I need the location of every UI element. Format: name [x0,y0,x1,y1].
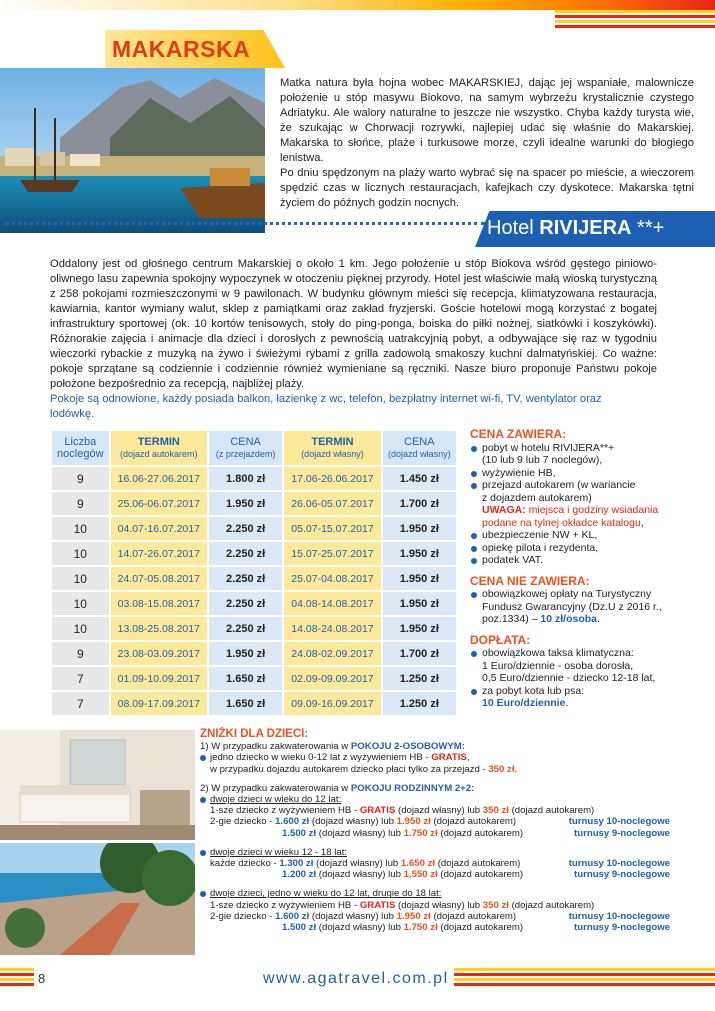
term-bus-cell: 14.07-26.07.2017 [110,541,208,566]
price-own-cell: 1.950 zł [382,616,457,641]
term-bus-cell: 23.08-03.09.2017 [110,641,208,666]
price-own-cell: 1.250 zł [382,666,457,691]
warning-label: UWAGA: [482,504,526,516]
nights-cell: 9 [51,466,110,491]
term-bus-cell: 03.08-15.08.2017 [110,591,208,616]
col-term-own: TERMIN (dojazd własny) [283,430,381,466]
hotel-prefix: Hotel [487,217,540,239]
hotel-stars: **+ [631,217,665,239]
price-bus-cell: 1.950 zł [208,641,283,666]
list-item: ubezpieczenie NW + KL, [470,529,700,542]
top-decorative-stripes [555,10,715,28]
nights-cell: 9 [51,641,110,666]
term-own-cell: 25.07-04.08.2017 [283,566,381,591]
col-price-own: CENA (dojazd własny) [382,430,457,466]
hotel-title [487,217,664,240]
price-bus-cell: 2.250 zł [208,566,283,591]
nights-cell: 10 [51,541,110,566]
price-bus-cell: 1.950 zł [208,491,283,516]
excludes-list [470,588,700,626]
intro-paragraph-1: Matka natura była hojna wobec MAKARSKIEJ, dając jej wspaniałe, malownicze położenie u stóp masywu Biokovo, na samym wybrzeżu krystalicznie czystego Adriatyku. Ale walory naturalne to jeszcze nie wszystko. Chyba każdy turysta wie, że szukając w Chorwacji rozrywki, najlepiej udać się właśnie do Makarskiej. Makarska to słońce, plaże i turkusowe morze, czyli idealne warunki do błogiego lenistwa. [280,77,694,164]
col-price-bus: CENA (z przejazdem) [208,430,283,466]
dotted-divider [5,222,485,225]
term-own-cell: 05.07-15.07.2017 [283,516,381,541]
kids-case-2-head: 2) W przypadku zakwaterowania w POKOJU RODZINNYM 2+2: [200,782,475,794]
includes-list [470,442,700,567]
price-table-header [51,430,457,466]
price-info-sidebar [470,428,700,710]
price-bus-cell: 2.250 zł [208,591,283,616]
price-table [50,429,458,717]
kids-case-1-head: 1) W przypadku zakwaterowania w POKOJU 2-OSOBOWYM: [200,741,465,753]
price-own-cell: 1.250 zł [382,691,457,716]
term-bus-cell: 08.09-17.09.2017 [110,691,208,716]
table-row [51,566,457,591]
child-discounts [200,729,670,933]
term-own-cell: 02.09-09.09.2017 [283,666,381,691]
price-own-cell: 1.950 zł [382,566,457,591]
list-item: obowiązkowa taksa klimatyczna: 1 Euro/dziennie - osoba dorosła, 0,5 Euro/dziennie - dziecko 12-18 lat, [470,647,700,685]
page-number: 8 [38,971,46,986]
table-row [51,641,457,666]
intro-text [280,76,694,211]
col-term-bus: TERMIN (dojazd autokarem) [110,430,208,466]
table-row [51,691,457,716]
term-own-cell: 14.08-24.08.2017 [283,616,381,641]
list-item: za pobyt kota lub psa: 10 Euro/dziennie. [470,685,700,710]
list-item: 2-gie dziecko - 1.600 zł (dojazd własny) lub 1.950 zł (dojazd autokarem) turnusy 10-noclegowe [210,910,670,922]
table-row [51,666,457,691]
price-own-cell: 1.700 zł [382,491,457,516]
list-item: opiekę pilota i rezydenta, [470,542,700,555]
list-item: 1-sze dziecko z wyżywieniem HB - GRATIS (dojazd własny) lub 350 zł (dojazd autokarem) [210,805,595,817]
list-item: obowiązkowej opłaty na Turystyczny Fundusz Gwarancyjny (Dz.U z 2016 r., poz.1334) – 10 zł/osoba. [470,588,700,626]
term-own-cell: 09.09-16.09.2017 [283,691,381,716]
intro-paragraph-2: Po dniu spędzonym na plaży warto wybrać się na spacer po mieście, a wieczorem spędzić czas w licznych restauracjach, kafejkach czy dyskotece. Makarska tętni życiem do późnych godzin nocnych. [280,167,694,209]
extra-charges-title: DOPŁATA: [470,632,531,647]
nights-cell: 7 [51,666,110,691]
term-own-cell: 24.08-02.09.2017 [283,641,381,666]
term-own-cell: 17.06-26.06.2017 [283,466,381,491]
list-item: 1-sze dziecko z wyżywieniem HB - GRATIS (dojazd własny) lub 350 zł (dojazd autokarem) [210,899,595,911]
list-item: 1.200 zł (dojazd własny) lub 1.550 zł (dojazd autokarem) turnusy 9-noclegowe [282,869,670,881]
list-item: jedno dziecko w wieku 0-12 lat z wyżywieniem HB - GRATIS, [200,752,670,763]
price-bus-cell: 1.800 zł [208,466,283,491]
term-bus-cell: 24.07-05.08.2017 [110,566,208,591]
kids-title: ZNIŻKI DLA DZIECI: [200,728,309,740]
price-bus-cell: 2.250 zł [208,516,283,541]
table-row [51,491,457,516]
table-row [51,541,457,566]
price-own-cell: 1.950 zł [382,541,457,566]
price-bus-cell: 1.650 zł [208,666,283,691]
website-link[interactable]: www.agatravel.com.pl [263,970,449,987]
list-item: 2-gie dziecko - 1.600 zł (dojazd własny) lub 1.950 zł (dojazd autokarem) turnusy 10-noclegowe [210,816,670,828]
includes-title: CENA ZAWIERA: [470,427,567,441]
term-bus-cell: 25.06-06.07.2017 [110,491,208,516]
price-bus-cell: 1.650 zł [208,691,283,716]
list-item: podatek VAT. [470,554,700,567]
list-item: w przypadku dojazdu autokarem dziecko płaci tylko za przejazd - 350 zł. [210,763,518,775]
list-item: przejazd autokarem (w wariancie z dojazdem autokarem) UWAGA: miejsca i godziny wsiadania podane na tylnej okładce katalogu, [470,479,700,529]
term-own-cell: 26.06-05.07.2017 [283,491,381,516]
price-bus-cell: 2.250 zł [208,616,283,641]
excludes-title: CENA NIE ZAWIERA: [470,573,590,588]
nights-cell: 10 [51,591,110,616]
list-item: dwoje dzieci, jedno w wieku do 12 lat, drugie do 18 lat: [200,888,670,899]
table-row [51,516,457,541]
table-row [51,466,457,491]
list-item: dwoje dzieci w wieku 12 - 18 lat: [200,847,670,858]
rooms-note: Pokoje są odnowione, każdy posiada balkon, łazienkę z wc, telefon, bezpłatny internet wi-fi, TV, wentylator oraz lodówkę. [50,393,602,420]
term-own-cell: 15.07-25.07.2017 [283,541,381,566]
term-own-cell: 04.08-14.08.2017 [283,591,381,616]
nights-cell: 10 [51,616,110,641]
table-row [51,591,457,616]
term-bus-cell: 16.06-27.06.2017 [110,466,208,491]
top-gradient-bar [0,0,715,10]
list-item: dwoje dzieci w wieku do 12 lat: [200,794,670,805]
price-own-cell: 1.950 zł [382,591,457,616]
col-nights: Liczba noclegów [51,430,110,466]
makarska-harbour-photo [0,68,265,233]
nights-cell: 10 [51,566,110,591]
nights-cell: 10 [51,516,110,541]
term-bus-cell: 01.09-10.09.2017 [110,666,208,691]
hotel-description: Oddalony jest od głośnego centrum Makarskiej o około 1 km. Jego położenie u stóp Biokova wśród gęstego piniowo-oliwnego lasu zapewnia spokojny wypoczynek w otoczeniu pięknej przyrody. Hotel jest właściwie małą wioską turystyczną z 258 pokojami rozmieszczonymi w 9 pawilonach. W budynku głównym mieści się recepcja, klimatyzowana restauracja, kawiarnia, kantor wymiany walut, sklep z pamiątkami oraz zakład fryzjerski. Goście hotelowi mogą korzystać z bogatej infrastruktury sportowej (ok. 10 kortów tenisowych, stoły do ping-ponga, boiska do piłki nożnej, siatkówki i koszykówki). Różnorakie zajęcia i animacje dla dzieci i dorosłych z pewnością uatrakcyjnią pobyt, a odbywające się raz w tygodniu wieczorki rybackie z muzyką na żywo i świeżymi rybami z grilla zadowolą smakoszy kuchni dalmatyńskiej. Co ważne: pokoje sprzątane są codziennie i codziennie również wymieniane są ręczniki. Nasze biuro proponuje Państwu pokoje położone bezpośrednio za recepcją, najbliżej plaży. [50,258,657,390]
hotel-name: RIVIJERA [539,217,632,239]
beach-promenade-photo [0,843,195,955]
hotel-room-photo [0,730,195,840]
list-item: 1.500 zł (dojazd własny) lub 1.750 zł (dojazd autokarem) turnusy 9-noclegowe [282,922,670,934]
price-own-cell: 1.450 zł [382,466,457,491]
term-bus-cell: 04.07-16.07.2017 [110,516,208,541]
list-item: 1.500 zł (dojazd własny) lub 1.750 zł (dojazd autokarem) turnusy 9-noclegowe [282,827,670,839]
price-own-cell: 1.700 zł [382,641,457,666]
nights-cell: 7 [51,691,110,716]
list-item: każde dziecko - 1.300 zł (dojazd własny) lub 1.650 zł (dojazd autokarem) turnusy 10-noclegowe [210,858,670,870]
table-row [51,616,457,641]
nights-cell: 9 [51,491,110,516]
extra-charges-list [470,647,700,710]
price-own-cell: 1.950 zł [382,516,457,541]
price-bus-cell: 2.250 zł [208,541,283,566]
list-item: wyżywienie HB, [470,467,700,480]
term-bus-cell: 13.08-25.08.2017 [110,616,208,641]
page-title: MAKARSKA [112,36,251,62]
list-item: pobyt w hotelu RIVIJERA**+ (10 lub 9 lub 7 noclegów), [470,442,700,467]
